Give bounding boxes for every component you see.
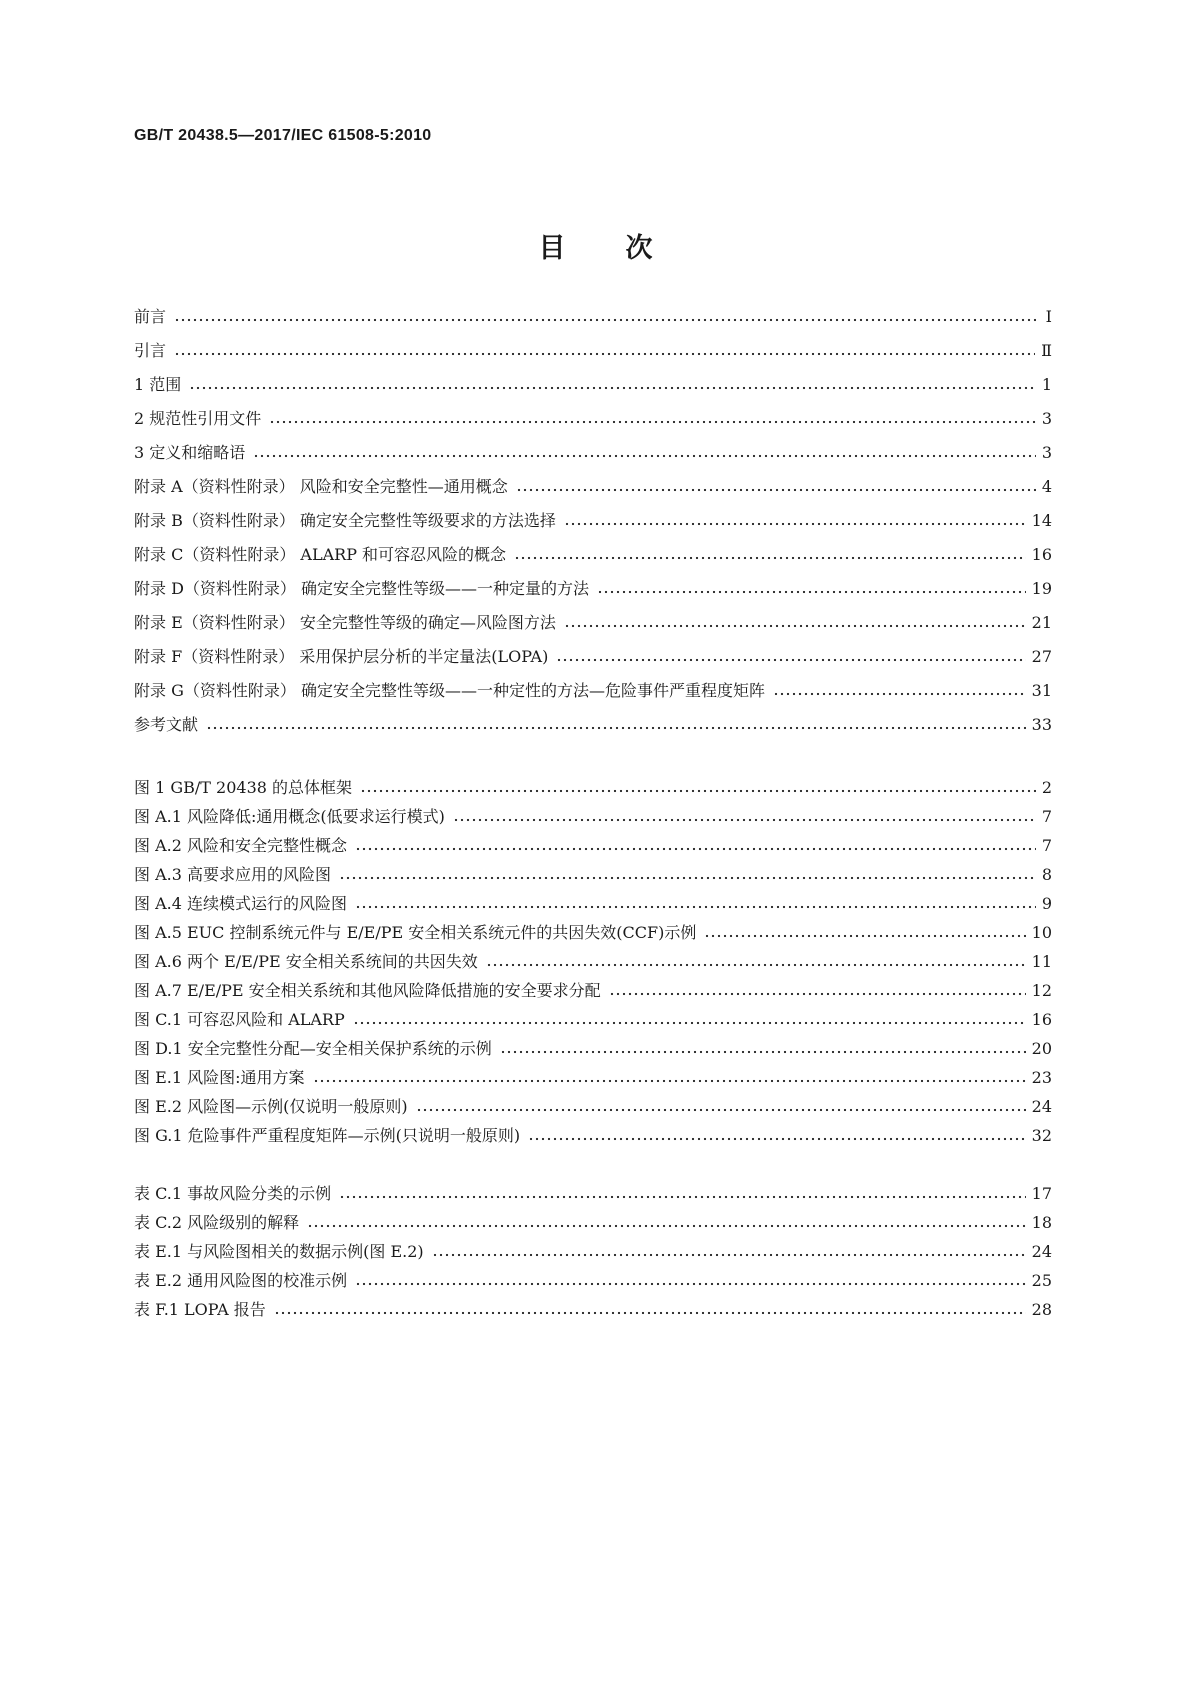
entry-page: 24 (1031, 1242, 1052, 1261)
entry-page: 18 (1031, 1213, 1052, 1232)
entry-page: 25 (1031, 1271, 1052, 1290)
entry-label: 附录 F（资料性附录） 采用保护层分析的半定量法(LOPA) (134, 647, 549, 666)
entry-label: 图 A.4 连续模式运行的风险图 (134, 894, 347, 913)
entry-page: 3 (1041, 443, 1052, 462)
dot-leader (307, 1223, 1026, 1229)
entry-label: 附录 C（资料性附录） ALARP 和可容忍风险的概念 (134, 545, 507, 564)
table-entry[interactable] (134, 1267, 1052, 1291)
table-entry[interactable] (134, 1180, 1052, 1204)
entry-label: 前言 (134, 307, 167, 326)
entry-label: 图 A.7 E/E/PE 安全相关系统和其他风险降低措施的安全要求分配 (134, 981, 601, 1000)
dot-leader (355, 846, 1036, 852)
dot-leader (514, 555, 1026, 561)
entry-page: 11 (1031, 952, 1052, 971)
dot-leader (432, 1252, 1026, 1258)
entry-label: 表 E.2 通用风险图的校准示例 (134, 1271, 348, 1290)
entry-page: 27 (1031, 647, 1052, 666)
entry-page: 23 (1031, 1068, 1052, 1087)
entry-page: 3 (1041, 409, 1052, 428)
entry-page: 20 (1031, 1039, 1052, 1058)
dot-leader (274, 1310, 1026, 1316)
dot-leader (453, 817, 1036, 823)
entry-label: 附录 A（资料性附录） 风险和安全完整性—通用概念 (134, 477, 508, 496)
entry-label: 图 A.3 高要求应用的风险图 (134, 865, 331, 884)
entry-page: 9 (1041, 894, 1052, 913)
dot-leader (416, 1107, 1026, 1113)
entry-page: 24 (1031, 1097, 1052, 1116)
dot-leader (516, 487, 1036, 493)
table-entry[interactable] (134, 1296, 1052, 1320)
dot-leader (353, 1020, 1026, 1026)
toc-entry[interactable] (134, 303, 1052, 327)
entry-label: 表 C.1 事故风险分类的示例 (134, 1184, 332, 1203)
entry-label: 图 A.6 两个 E/E/PE 安全相关系统间的共因失效 (134, 952, 478, 971)
dot-leader (339, 1194, 1026, 1200)
dot-leader (704, 933, 1025, 939)
figure-entry[interactable] (134, 1035, 1052, 1059)
entry-page: 19 (1031, 579, 1052, 598)
entry-label: 表 C.2 风险级别的解释 (134, 1213, 300, 1232)
entry-label: 附录 G（资料性附录） 确定安全完整性等级——一种定性的方法—危险事件严重程度矩阵 (134, 681, 765, 700)
dot-leader (528, 1136, 1026, 1142)
dot-leader (556, 657, 1025, 663)
table-entry[interactable] (134, 1238, 1052, 1262)
toc-entry[interactable] (134, 541, 1052, 565)
dot-leader (609, 991, 1026, 997)
entry-label: 图 A.5 EUC 控制系统元件与 E/E/PE 安全相关系统元件的共因失效(CCF)示例 (134, 923, 697, 942)
entry-page: 10 (1031, 923, 1052, 942)
entry-label: 图 E.2 风险图—示例(仅说明一般原则) (134, 1097, 408, 1116)
entry-page: 32 (1031, 1126, 1052, 1145)
figure-entry[interactable] (134, 1006, 1052, 1030)
page-title: 目次 (538, 233, 713, 264)
entry-label: 附录 D（资料性附录） 确定安全完整性等级——一种定量的方法 (134, 579, 590, 598)
dot-leader (339, 875, 1036, 881)
toc-entry[interactable] (134, 609, 1052, 633)
entry-label: 表 E.1 与风险图相关的数据示例(图 E.2) (134, 1242, 424, 1261)
toc-entry[interactable] (134, 439, 1052, 463)
entry-page: 16 (1031, 1010, 1052, 1029)
toc-entry[interactable] (134, 337, 1052, 361)
figure-entry[interactable] (134, 919, 1052, 943)
entry-page: 33 (1031, 715, 1052, 734)
entry-page: Ⅰ (1045, 307, 1052, 326)
dot-leader (313, 1078, 1026, 1084)
entry-label: 2 规范性引用文件 (134, 409, 262, 428)
entry-label: 1 范围 (134, 375, 182, 394)
figure-entry[interactable] (134, 832, 1052, 856)
dot-leader (206, 725, 1026, 731)
entry-page: 12 (1031, 981, 1052, 1000)
figure-entry[interactable] (134, 803, 1052, 827)
figure-entry[interactable] (134, 1093, 1052, 1117)
entry-label: 附录 E（资料性附录） 安全完整性等级的确定—风险图方法 (134, 613, 556, 632)
entry-page: 8 (1041, 865, 1052, 884)
figure-entry[interactable] (134, 948, 1052, 972)
entry-page: 1 (1041, 375, 1052, 394)
entry-page: 2 (1041, 778, 1052, 797)
dot-leader (174, 317, 1036, 323)
entry-label: 图 D.1 安全完整性分配—安全相关保护系统的示例 (134, 1039, 492, 1058)
toc-entry[interactable] (134, 507, 1052, 531)
dot-leader (564, 521, 1026, 527)
figure-entry[interactable] (134, 977, 1052, 1001)
entry-label: 图 A.2 风险和安全完整性概念 (134, 836, 347, 855)
entry-page: 16 (1031, 545, 1052, 564)
entry-label: 图 C.1 可容忍风险和 ALARP (134, 1010, 345, 1029)
dot-leader (500, 1049, 1026, 1055)
dot-leader (355, 1281, 1026, 1287)
entry-label: 图 A.1 风险降低:通用概念(低要求运行模式) (134, 807, 445, 826)
entry-page: 31 (1031, 681, 1052, 700)
toc-entry[interactable] (134, 677, 1052, 701)
dot-leader (773, 691, 1026, 697)
entry-page: 7 (1041, 807, 1052, 826)
table-entry[interactable] (134, 1209, 1052, 1233)
figure-entry[interactable] (134, 861, 1052, 885)
toc-entry[interactable] (134, 405, 1052, 429)
dot-leader (360, 788, 1036, 794)
dot-leader (174, 351, 1035, 357)
figure-entry[interactable] (134, 1064, 1052, 1088)
entry-label: 图 E.1 风险图:通用方案 (134, 1068, 305, 1087)
dot-leader (486, 962, 1026, 968)
toc-entry[interactable] (134, 575, 1052, 599)
entry-label: 引言 (134, 341, 167, 360)
toc-entry[interactable] (134, 643, 1052, 667)
toc-entry[interactable] (134, 473, 1052, 497)
entry-page: 4 (1041, 477, 1052, 496)
standard-number: GB/T 20438.5—2017/IEC 61508-5:2010 (134, 127, 432, 144)
dot-leader (355, 904, 1036, 910)
dot-leader (564, 623, 1026, 629)
toc-entry[interactable] (134, 711, 1052, 735)
entry-label: 3 定义和缩略语 (134, 443, 246, 462)
entry-label: 图 1 GB/T 20438 的总体框架 (134, 778, 353, 797)
entry-label: 表 F.1 LOPA 报告 (134, 1300, 266, 1319)
entry-page: 14 (1031, 511, 1052, 530)
entry-page: 7 (1041, 836, 1052, 855)
dot-leader (269, 419, 1036, 425)
dot-leader (189, 385, 1036, 391)
figure-entry[interactable] (134, 774, 1052, 798)
entry-page: 28 (1031, 1300, 1052, 1319)
figure-entry[interactable] (134, 890, 1052, 914)
entry-label: 附录 B（资料性附录） 确定安全完整性等级要求的方法选择 (134, 511, 556, 530)
entry-page: 21 (1031, 613, 1052, 632)
dot-leader (253, 453, 1036, 459)
entry-page: Ⅱ (1041, 341, 1052, 360)
entry-label: 图 G.1 危险事件严重程度矩阵—示例(只说明一般原则) (134, 1126, 521, 1145)
dot-leader (597, 589, 1026, 595)
entry-label: 参考文献 (134, 715, 199, 734)
toc-entry[interactable] (134, 371, 1052, 395)
entry-page: 17 (1031, 1184, 1052, 1203)
figure-entry[interactable] (134, 1122, 1052, 1146)
table-of-contents (134, 0, 1052, 1684)
